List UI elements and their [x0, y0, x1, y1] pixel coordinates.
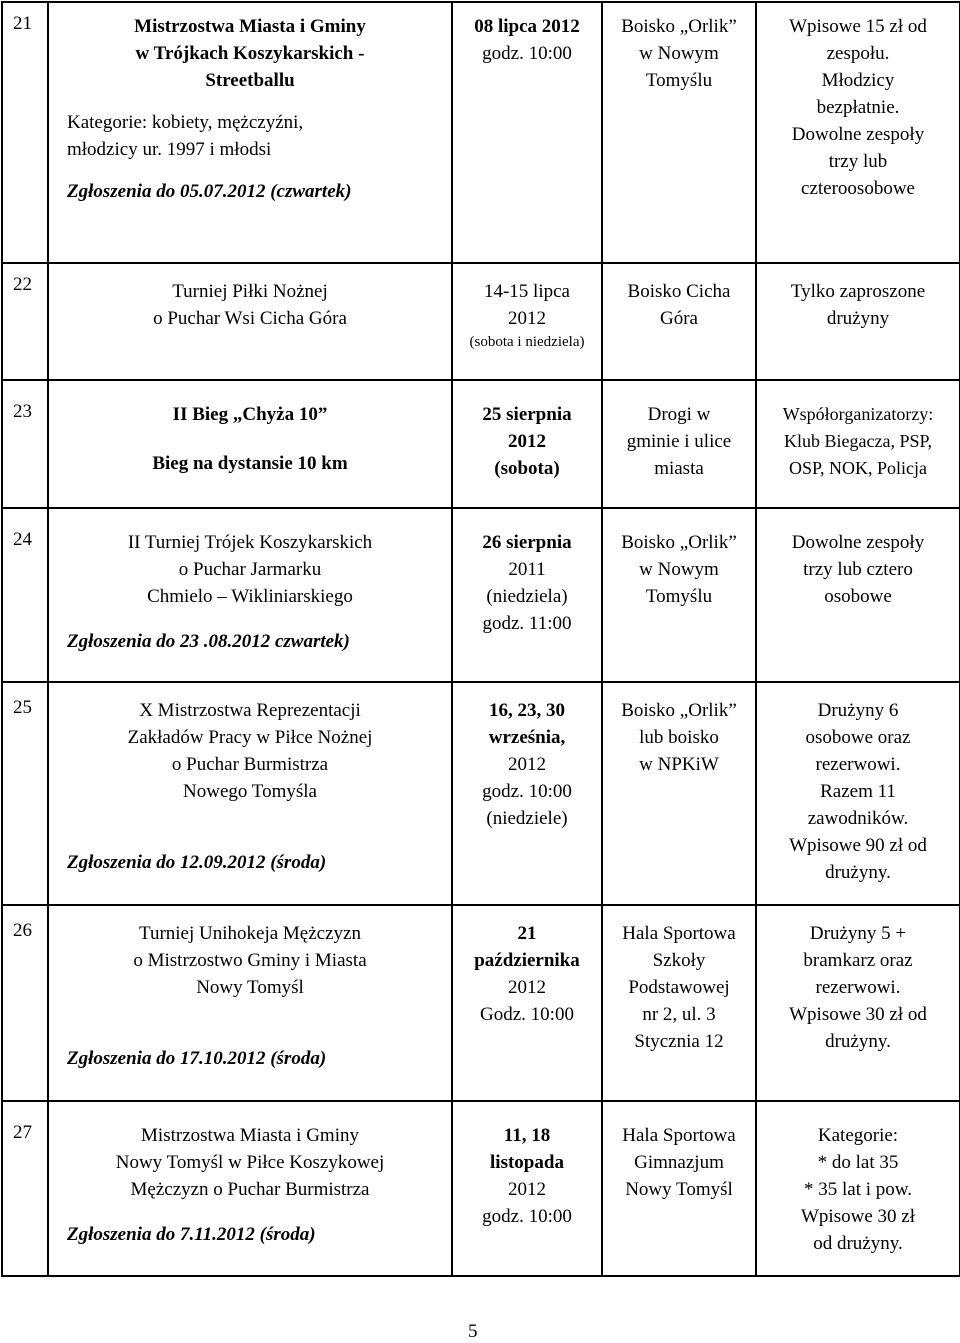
- event-name: Turniej Unihokeja Mężczyzn o Mistrzostwo Gminy i Miasta Nowy Tomyśl Zgłoszenia do 17.10.2012 (środa): [49, 906, 451, 1072]
- event-date: 26 sierpnia 2011 (niedziela) godz. 11:00: [482, 532, 572, 634]
- table-row: [2, 905, 960, 1101]
- row-number: 25: [13, 697, 32, 718]
- event-date: 21 października 2012 Godz. 10:00: [474, 923, 580, 1025]
- table-row: [2, 2, 960, 263]
- table-row: [2, 682, 960, 905]
- event-name: Turniej Piłki Nożnej o Puchar Wsi Cicha Góra: [153, 281, 347, 329]
- table-row: [2, 508, 960, 682]
- event-notes: Dowolne zespoły trzy lub cztero osobowe: [791, 532, 925, 607]
- page-number: 5: [468, 1321, 478, 1342]
- event-notes: Drużyny 6 osobowe oraz rezerwowi. Razem 11 zawodników. Wpisowe 90 zł od drużyny.: [789, 700, 927, 883]
- row-number: 24: [13, 529, 32, 550]
- event-place: Boisko Cicha Góra: [627, 281, 731, 329]
- table-row: [2, 263, 960, 380]
- event-name: II Bieg „Chyża 10” Bieg na dystansie 10 km: [152, 404, 348, 474]
- event-notes: Kategorie: * do lat 35 * 35 lat i pow. Wpisowe 30 zł od drużyny.: [801, 1125, 915, 1254]
- event-name: Mistrzostwa Miasta i Gminy Nowy Tomyśl w Piłce Koszykowej Mężczyzn o Puchar Burmistrza Zgłoszenia do 7.11.2012 (środa): [49, 1102, 451, 1248]
- event-notes: Wpisowe 15 zł od zespołu. Młodzicy bezpłatnie. Dowolne zespoły trzy lub czteroosobowe: [789, 16, 927, 199]
- event-place: Hala Sportowa Gimnazjum Nowy Tomyśl: [622, 1125, 736, 1200]
- event-date: 14-15 lipca 2012 (sobota i niedziela): [469, 281, 585, 350]
- event-place: Drogi w gminie i ulice miasta: [626, 404, 732, 479]
- event-date: 11, 18 listopada 2012 godz. 10:00: [482, 1125, 572, 1227]
- event-name: Mistrzostwa Miasta i Gminy w Trójkach Koszykarskich - Streetballu Kategorie: kobiety, mężczyźni, młodzicy ur. 1997 i młodsi Zgłoszenia do 05.07.2012 (czwartek): [49, 3, 451, 205]
- row-number: 21: [13, 13, 32, 34]
- event-date: 25 sierpnia 2012 (sobota): [482, 404, 572, 479]
- row-number: 26: [13, 920, 32, 941]
- table-row: [2, 380, 960, 508]
- event-date: 08 lipca 2012 godz. 10:00: [474, 16, 580, 64]
- row-number: 27: [13, 1122, 32, 1143]
- event-place: Boisko „Orlik” w Nowym Tomyślu: [621, 532, 737, 607]
- event-notes: Drużyny 5 + bramkarz oraz rezerwowi. Wpisowe 30 zł od drużyny.: [789, 923, 927, 1052]
- event-place: Boisko „Orlik” w Nowym Tomyślu: [621, 16, 737, 91]
- event-date: 16, 23, 30 września, 2012 godz. 10:00 (niedziele): [482, 700, 572, 829]
- event-place: Boisko „Orlik” lub boisko w NPKiW: [621, 700, 737, 775]
- row-number: 22: [13, 274, 32, 295]
- event-notes: Współorganizatorzy: Klub Biegacza, PSP, OSP, NOK, Policja: [782, 404, 934, 478]
- row-number: 23: [13, 401, 32, 422]
- categories: Kategorie: kobiety, mężczyźni,: [67, 112, 304, 133]
- registration-deadline: Zgłoszenia do 05.07.2012 (czwartek): [67, 181, 352, 202]
- table-row: [2, 1101, 960, 1276]
- registration-deadline: Zgłoszenia do 23 .08.2012 czwartek): [67, 631, 350, 652]
- registration-deadline: Zgłoszenia do 12.09.2012 (środa): [67, 852, 327, 873]
- events-table: [1, 1, 960, 1277]
- event-place: Hala Sportowa Szkoły Podstawowej nr 2, ul. 3 Stycznia 12: [622, 923, 736, 1052]
- registration-deadline: Zgłoszenia do 7.11.2012 (środa): [67, 1224, 316, 1245]
- event-name: X Mistrzostwa Reprezentacji Zakładów Pracy w Piłce Nożnej o Puchar Burmistrza Nowego Tomyśla Zgłoszenia do 12.09.2012 (środa): [49, 683, 451, 876]
- event-name: II Turniej Trójek Koszykarskich o Puchar Jarmarku Chmielo – Wikliniarskiego Zgłoszenia do 23 .08.2012 czwartek): [49, 509, 451, 655]
- registration-deadline: Zgłoszenia do 17.10.2012 (środa): [67, 1048, 327, 1069]
- event-notes: Tylko zaproszone drużyny: [790, 281, 926, 329]
